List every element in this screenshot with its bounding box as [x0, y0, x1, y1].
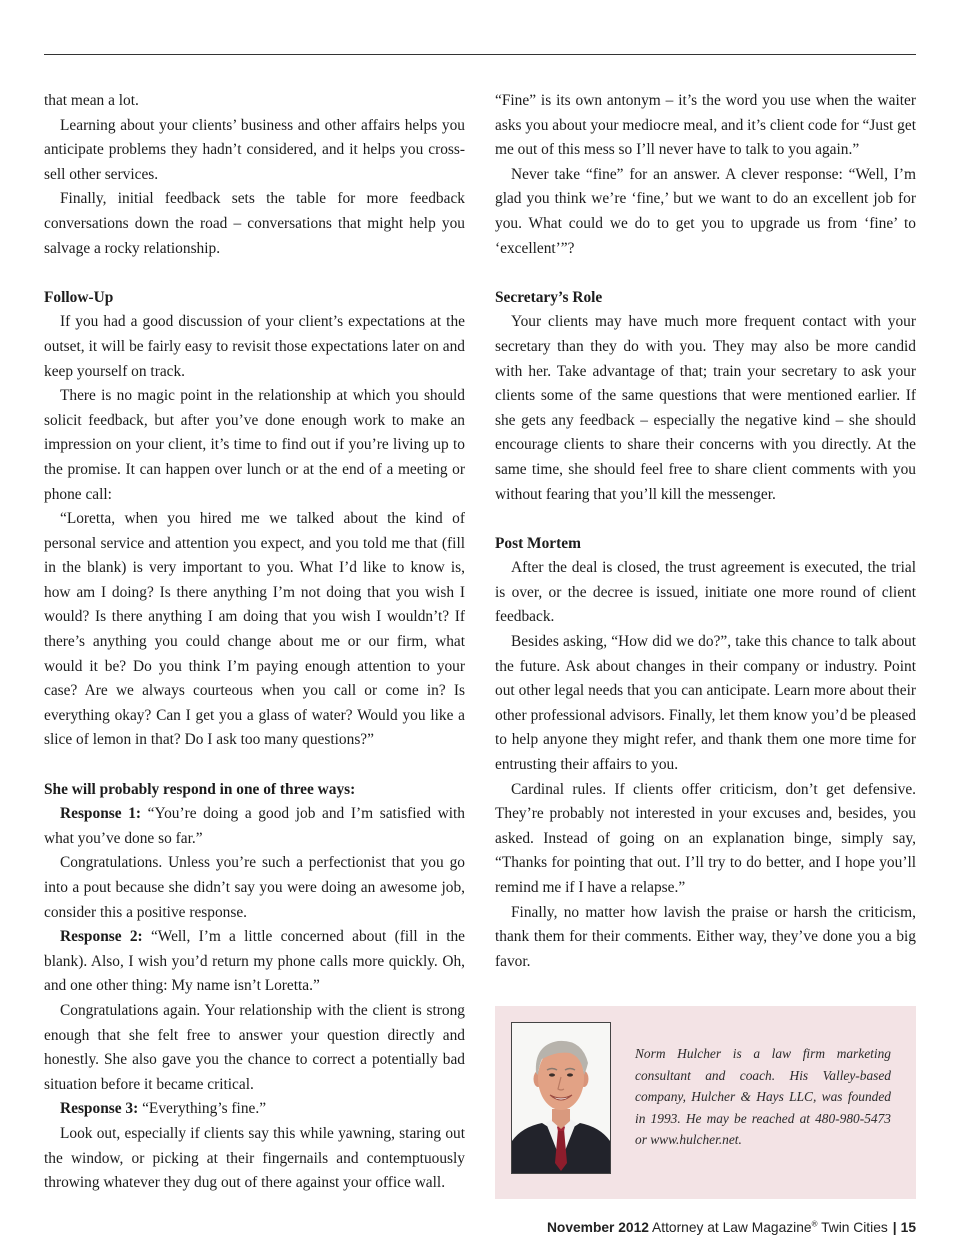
response-3-label: Response 3: [60, 1100, 139, 1118]
section-heading-follow-up: Follow-Up [44, 288, 114, 306]
author-photo [511, 1022, 611, 1174]
right-column [495, 89, 916, 974]
paragraph: After the deal is closed, the trust agreement is executed, the trial is over, or the decree is issued, initiate one more round of client feedback. [495, 559, 916, 626]
magazine-name: Attorney at Law Magazine [652, 1220, 812, 1235]
author-bio-box [495, 1006, 916, 1199]
page-footer [547, 1220, 916, 1235]
section-heading-secretary-role: Secretary’s Role [495, 288, 603, 306]
response-3-text: “Everything’s fine.” [138, 1100, 267, 1118]
paragraph: Look out, especially if clients say this while yawning, staring out the window, or picking at their fingernails and contemptuously throwing whatever they dug out of there against your office wall. [44, 1124, 465, 1192]
paragraph: “Fine” is its own antonym – it’s the word you use when the waiter asks you about your mediocre meal, and it’s client code for “Just get me out of this mess so I’ll never have to talk to you again.” [495, 92, 916, 159]
page-number: 15 [900, 1220, 916, 1235]
section-heading-post-mortem: Post Mortem [495, 534, 581, 552]
magazine-edition: Twin Cities [821, 1220, 888, 1235]
response-2 [44, 925, 465, 999]
paragraph: Congratulations. Unless you’re such a perfectionist that you go into a pout because she didn’t say you were doing an awesome job, consider this a positive response. [44, 854, 465, 921]
author-portrait-icon [512, 1023, 610, 1173]
response-1 [44, 802, 465, 851]
top-rule [44, 54, 916, 55]
response-1-text: “You’re doing a good job and I’m satisfied with what you’ve done so far.” [44, 805, 465, 847]
responses-intro: She will probably respond in one of three ways: [44, 780, 356, 798]
paragraph: Finally, no matter how lavish the praise or harsh the criticism, thank them for their comments. Either way, they’ve done you a big favor. [495, 903, 916, 970]
paragraph: There is no magic point in the relationship at which you should solicit feedback, but after you’ve done enough work to make an impression on your client, it’s time to find out if you’re living up to the promise. It can happen over lunch or at the end of a meeting or phone call: [44, 387, 465, 503]
response-2-label: Response 2: [60, 928, 143, 946]
paragraph: Learning about your clients’ business and other affairs helps you anticipate problems they hadn’t considered, and it helps you cross-sell other services. [44, 116, 465, 183]
paragraph: If you had a good discussion of your client’s expectations at the outset, it will be fairly easy to revisit those expectations later on and keep yourself on track. [44, 313, 465, 380]
paragraph: Never take “fine” for an answer. A clever response: “Well, I’m glad you think we’re ‘fine,’ but we want to do an excellent job for you. What could we do to get you to upgrade us from ‘fine’ to ‘excellent’”? [495, 165, 916, 257]
quote-paragraph: “Loretta, when you hired me we talked about the kind of personal service and attention you expect, and you told me that (fill in the blank) is very important to you. What I’d like to know is, how am I doing? Is there anything I’m not doing that you wish I would? Is there anything I am doing that you wish I wouldn’t? If there’s anything you could change about me or our firm, what would it be? Do you think I’m paying enough attention to your case? Are we always courteous when you call or come in? Is everything okay? Can I get you a glass of water? Would you like a slice of lemon in that? Do I ask too many questions?” [44, 510, 465, 749]
author-bio-text: Norm Hulcher is a law firm marketing consultant and coach. His Valley-based company, Hulcher & Hays LLC, was founded in 1993. He may be reached at 480-980-5473 or www.hulcher.net. [635, 1046, 891, 1147]
response-2-text: “Well, I’m a little concerned about (fill in the blank). Also, I wish you’d return my phone calls more quickly. Oh, and one other thing: My name isn’t Loretta.” [44, 928, 465, 995]
paragraph: Cardinal rules. If clients offer criticism, don’t get defensive. They’re probably not interested in your excuses and, besides, you asked. Instead of going on an explanation binge, simply say, “Thanks for pointing that out. I’ll try to do better, and I hope you’ll remind me if I have a relapse.” [495, 780, 916, 896]
paragraph: Your clients may have much more frequent contact with your secretary than they do with you. They may also be more candid with her. Take advantage of that; train your secretary to ask your clients some of the same questions that were mentioned earlier. If she gets any feedback – especially the negative kind – she should encourage clients to share their concerns with you directly. At the same time, she should feel free to share client comments with you without fearing that you’ll kill the messenger. [495, 313, 916, 503]
paragraph: Besides asking, “How did we do?”, take this chance to talk about the future. Ask about changes in their company or industry. Point out other legal needs that you can anticipate. Learn more about their other professional advisors. Finally, let them know you’d be pleased to help anyone they might refer, and thank them one more time for entrusting their affairs to you. [495, 633, 916, 774]
paragraph: that mean a lot. [44, 92, 139, 109]
issue-date: November 2012 [546, 1220, 649, 1235]
response-1-label: Response 1: [60, 805, 142, 823]
footer-separator: | [892, 1220, 897, 1235]
registered-mark: ® [811, 1219, 818, 1229]
left-column [44, 89, 465, 1196]
paragraph: Congratulations again. Your relationship with the client is strong enough that she felt free to answer your question directly and honestly. She also gave you the chance to correct a potentially bad situation before it became critical. [44, 1001, 465, 1093]
response-3 [44, 1097, 465, 1122]
paragraph: Finally, initial feedback sets the table for more feedback conversations down the road – conversations that might help you salvage a rocky relationship. [44, 190, 465, 257]
